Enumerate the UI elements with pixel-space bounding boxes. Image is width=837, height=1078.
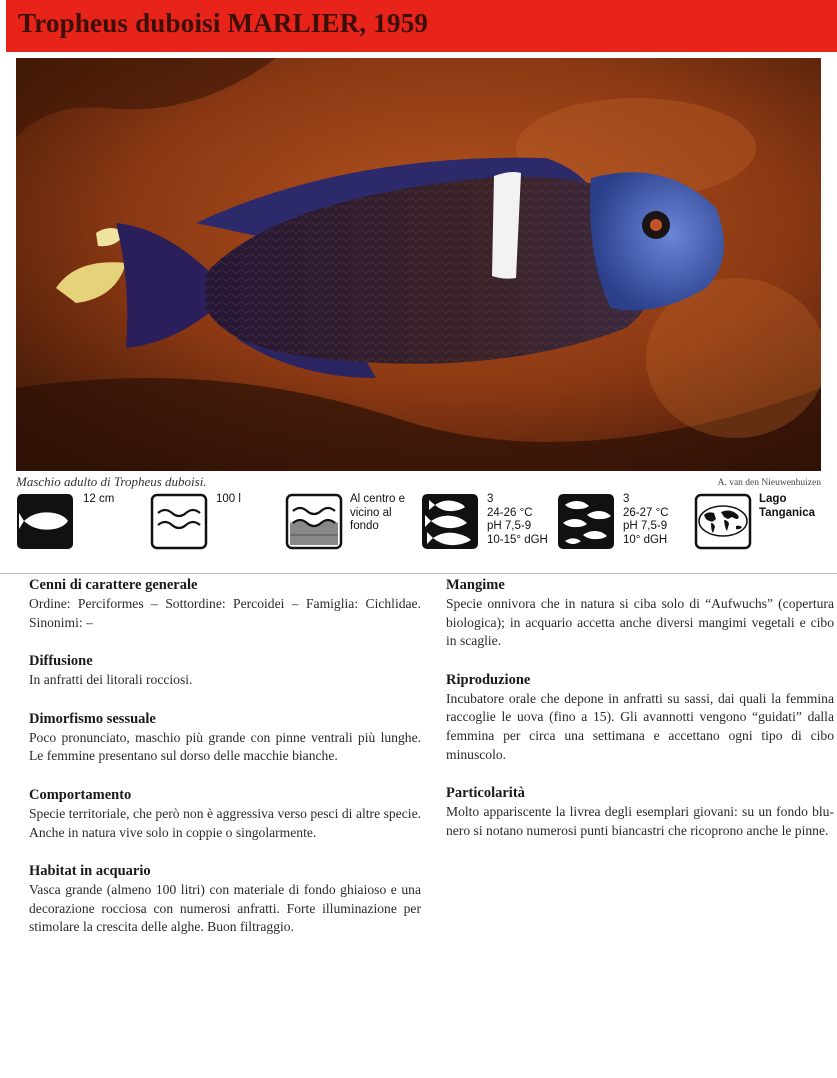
water-param-line: 24-26 °C xyxy=(487,506,533,519)
divider xyxy=(0,573,837,574)
title-bar xyxy=(6,0,837,52)
section-body: Vasca grande (almeno 100 litri) con materiale di fondo ghiaioso e una decorazione rocciosa con numerosi anfratti. Forte illuminazione per stimolare la crescita delle alghe. Buon filtraggio. xyxy=(29,882,421,935)
swimming-zone-icon xyxy=(285,493,343,550)
section-body: Molto appariscente la livrea degli esemplari giovani: su un fondo blu-nero si notano numerosi punti biancastri che ricoprono anche le pinne. xyxy=(446,804,834,838)
water-param-line: pH 7,5-9 xyxy=(623,520,668,532)
swimming-zone-line: vicino al xyxy=(350,506,392,519)
water-param-line: pH 7,5-9 xyxy=(487,520,532,532)
fish-photo xyxy=(16,58,821,471)
section-heading: Comportamento xyxy=(29,786,132,803)
section-reproduction xyxy=(446,671,834,764)
section-heading: Particolarità xyxy=(446,785,525,802)
water-param-line: 10-15° dGH xyxy=(487,533,548,546)
aquarium-volume-icon xyxy=(150,493,208,550)
fish-size-value: 12 cm xyxy=(83,493,115,505)
section-heading: Habitat in acquario xyxy=(29,863,151,880)
swimming-zone-text xyxy=(350,493,405,534)
section-body: Incubatore orale che depone in anfratti su sassi, dai quali la femmina raccoglie le uova (fino a 15). Gli avannotti vengono “guidati” dalla femmina per circa una settimana e accettano ogni tipo di cibo minuscolo. xyxy=(446,690,834,762)
fish-size-icon xyxy=(16,493,74,550)
left-column xyxy=(29,576,421,957)
section-heading: Riproduzione xyxy=(446,671,531,688)
section-dimorphism xyxy=(29,710,421,766)
section-heading: Mangime xyxy=(446,577,505,593)
origin-line: Lago xyxy=(759,493,787,505)
water-parameters-1 xyxy=(487,493,548,547)
fish-photo-illustration xyxy=(16,58,821,471)
swimming-zone-line: Al centro e xyxy=(350,493,405,505)
section-general xyxy=(29,576,421,632)
section-heading: Dimorfismo sessuale xyxy=(29,710,156,727)
world-map-icon xyxy=(694,493,752,550)
section-peculiarity xyxy=(446,784,834,840)
page-title: Tropheus duboisi MARLIER, 1959 xyxy=(18,8,429,38)
section-body: Ordine: Perciformes – Sottordine: Percoidei – Famiglia: Cichlidae. Sinonimi: – xyxy=(29,596,421,630)
section-habitat xyxy=(29,862,421,937)
water-param-line: 3 xyxy=(487,493,494,505)
aquarium-volume-value: 100 l xyxy=(216,493,241,505)
section-body: Specie territoriale, che però non è aggressiva verso pesci di altre specie. Anche in natura vive solo in coppie o singolarmente. xyxy=(29,805,421,840)
water-param-line: 26-27 °C xyxy=(623,506,669,519)
section-heading: Cenni di carattere generale xyxy=(29,577,198,593)
section-behaviour xyxy=(29,786,421,842)
school-of-fish-icon xyxy=(421,493,479,550)
photo-caption: Maschio adulto di Tropheus duboisi. xyxy=(16,474,207,489)
section-heading: Diffusione xyxy=(29,653,93,670)
section-body: Specie onnivora che in natura si ciba solo di “Aufwuchs” (copertura biologica); in acquario accetta anche diversi mangimi vegetali e cibo in scaglie. xyxy=(446,596,834,649)
photo-credit: A. van den Nieuwenhuizen xyxy=(717,478,821,488)
water-param-line: 3 xyxy=(623,493,630,505)
origin-line: Tanganica xyxy=(759,506,816,519)
section-food xyxy=(446,576,834,651)
right-column xyxy=(446,576,834,860)
water-parameters-2 xyxy=(623,493,669,547)
section-body: In anfratti dei litorali rocciosi. xyxy=(29,672,193,688)
fish-group-icon xyxy=(557,493,615,550)
section-distribution xyxy=(29,652,421,690)
origin-text xyxy=(759,493,815,520)
section-body: Poco pronunciato, maschio più grande con pinne ventrali più lunghe. Le femmine presentano sul dorso delle macchie bianche. xyxy=(29,729,421,764)
water-param-line: 10° dGH xyxy=(623,533,668,546)
swimming-zone-line: fondo xyxy=(350,520,379,532)
